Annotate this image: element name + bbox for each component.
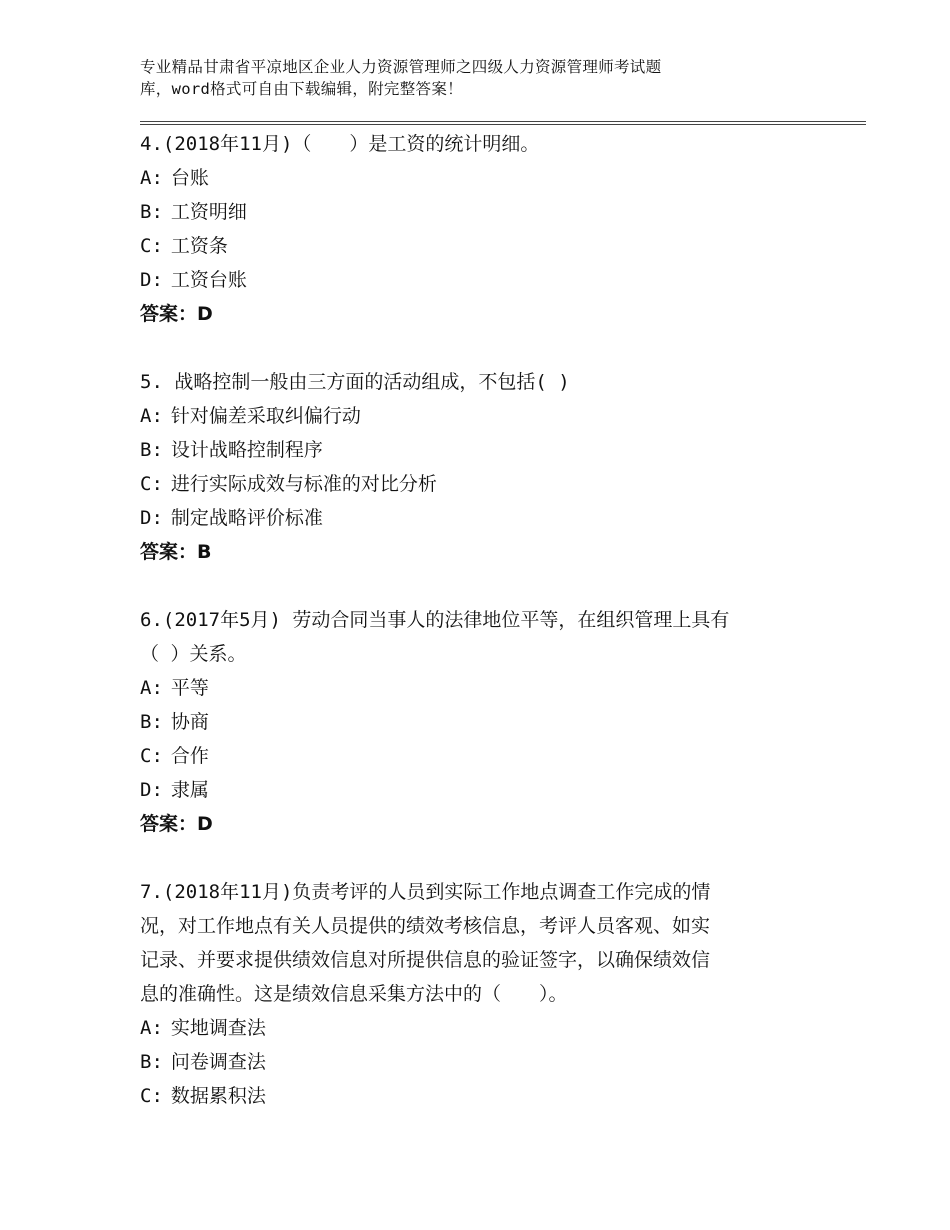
option-c (140, 1079, 820, 1113)
question-7 (140, 875, 820, 1113)
answer-line: 答案：D (140, 303, 213, 325)
option-key: C: (140, 473, 163, 495)
option-key: D: (140, 507, 163, 529)
option-text: 数据累积法 (170, 1085, 266, 1107)
option-b (140, 705, 820, 739)
option-text: 平等 (170, 677, 209, 699)
option-a (140, 161, 820, 195)
option-text: 工资台账 (170, 269, 247, 291)
question-spacer (140, 569, 820, 603)
question-stem-continued: （ ）关系。 (140, 643, 247, 665)
document-header (140, 56, 800, 100)
option-text: 问卷调查法 (170, 1051, 266, 1073)
question-stem: 6.(2017年5月) 劳动合同当事人的法律地位平等，在组织管理上具有 (140, 609, 730, 631)
header-line-1: 专业精品甘肃省平凉地区企业人力资源管理师之四级人力资源管理师考试题 (140, 58, 662, 76)
question-spacer (140, 841, 820, 875)
option-text: 制定战略评价标准 (170, 507, 323, 529)
question-4 (140, 127, 820, 331)
header-line-2: 库，word格式可自由下载编辑，附完整答案！ (140, 80, 463, 98)
option-b (140, 195, 820, 229)
question-stem-continued: 记录、并要求提供绩效信息对所提供信息的验证签字，以确保绩效信 (140, 949, 711, 971)
question-stem: 4.(2018年11月)（ ）是工资的统计明细。 (140, 133, 540, 155)
option-key: B: (140, 201, 163, 223)
option-key: B: (140, 711, 163, 733)
option-text: 工资条 (170, 235, 228, 257)
option-key: D: (140, 779, 163, 801)
option-b (140, 1045, 820, 1079)
header-divider-bottom (140, 124, 866, 125)
option-text: 设计战略控制程序 (170, 439, 323, 461)
option-key: B: (140, 439, 163, 461)
question-stem: 5. 战略控制一般由三方面的活动组成，不包括( ) (140, 371, 570, 393)
option-c (140, 467, 820, 501)
option-key: A: (140, 167, 163, 189)
option-text: 隶属 (170, 779, 209, 801)
option-key: C: (140, 235, 163, 257)
question-stem-continued: 息的准确性。这是绩效信息采集方法中的（ ）。 (140, 983, 568, 1005)
option-d (140, 773, 820, 807)
option-key: A: (140, 405, 163, 427)
option-key: C: (140, 745, 163, 767)
header-divider-top (140, 121, 866, 122)
question-stem-continued: 况，对工作地点有关人员提供的绩效考核信息，考评人员客观、如实 (140, 915, 711, 937)
question-stem: 7.(2018年11月)负责考评的人员到实际工作地点调查工作完成的情 (140, 881, 711, 903)
option-text: 实地调查法 (170, 1017, 266, 1039)
option-text: 工资明细 (170, 201, 247, 223)
option-key: A: (140, 1017, 163, 1039)
option-text: 针对偏差采取纠偏行动 (170, 405, 361, 427)
answer-line: 答案：D (140, 813, 213, 835)
option-a (140, 671, 820, 705)
option-d (140, 501, 820, 535)
option-key: A: (140, 677, 163, 699)
question-5 (140, 365, 820, 569)
option-key: D: (140, 269, 163, 291)
option-d (140, 263, 820, 297)
answer-line: 答案：B (140, 541, 212, 563)
question-6 (140, 603, 820, 841)
option-text: 进行实际成效与标准的对比分析 (170, 473, 437, 495)
question-list (140, 127, 820, 1113)
option-b (140, 433, 820, 467)
option-text: 合作 (170, 745, 209, 767)
option-a (140, 1011, 820, 1045)
option-text: 协商 (170, 711, 209, 733)
option-a (140, 399, 820, 433)
option-c (140, 739, 820, 773)
question-spacer (140, 331, 820, 365)
option-key: B: (140, 1051, 163, 1073)
option-text: 台账 (170, 167, 209, 189)
option-key: C: (140, 1085, 163, 1107)
option-c (140, 229, 820, 263)
